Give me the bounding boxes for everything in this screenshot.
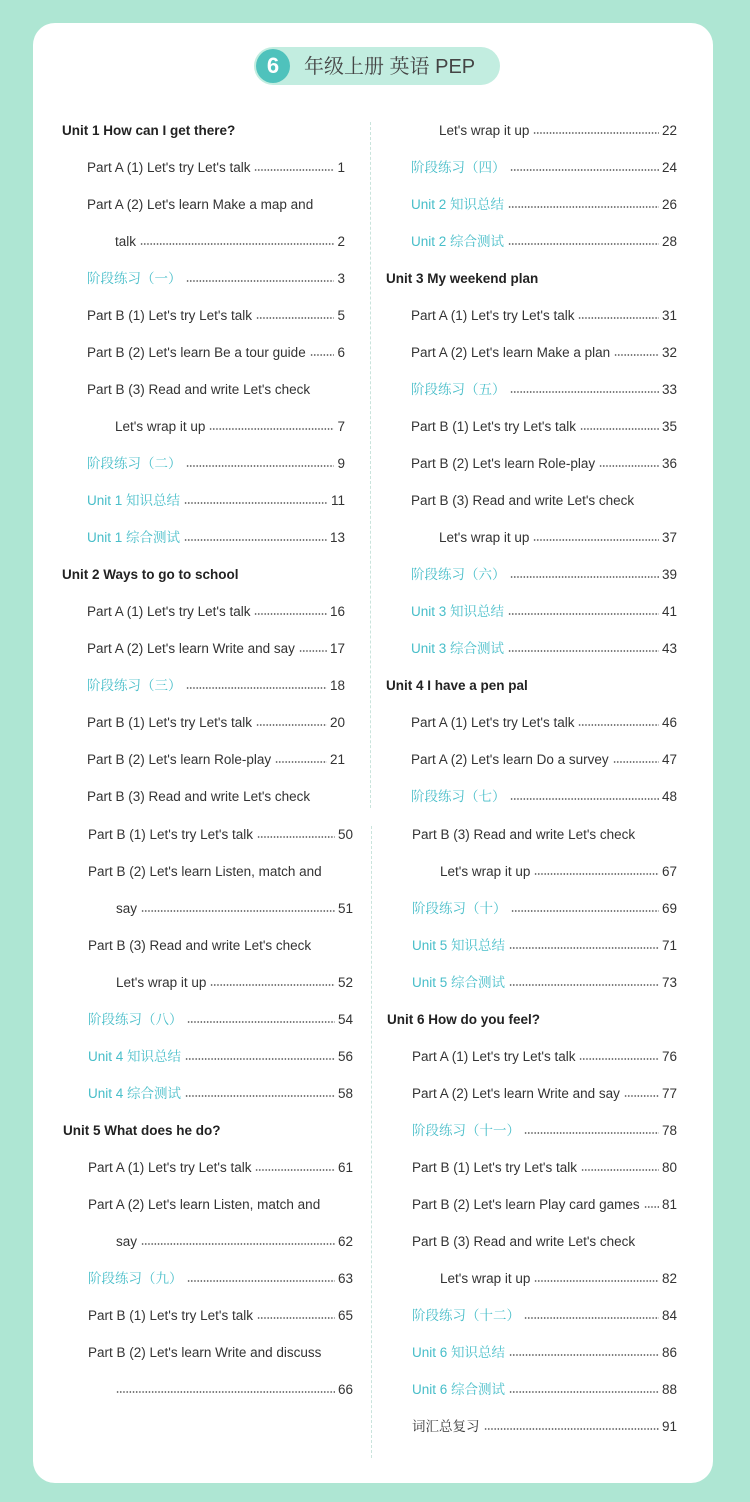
dot-leader [614,354,659,356]
column-divider-bottom [371,826,372,1458]
page-number: 16 [329,604,345,619]
dot-leader [141,1243,335,1245]
page-number: 91 [661,1419,677,1434]
unit-heading[interactable] [386,268,677,290]
dot-leader [186,280,334,282]
entry-label: Part A (2) Let's learn Listen, match and [88,1197,321,1212]
entry-label: Part B (3) Read and write Let's check [88,938,312,953]
entry-label: Part A (1) Let's try Let's talk [87,160,251,175]
dot-leader [186,465,334,467]
toc-entry[interactable] [88,1268,353,1290]
page-number: 31 [661,308,677,323]
entry-label: Part A (2) Let's learn Make a plan [411,345,611,360]
entry-label: Unit 4 I have a pen pal [386,678,528,693]
page-number: 88 [661,1382,677,1397]
dot-leader [185,1058,335,1060]
dot-leader [510,798,659,800]
toc-entry[interactable] [411,453,677,475]
page-number: 78 [661,1123,677,1138]
dot-leader [184,539,327,541]
page-number: 2 [337,234,345,249]
dot-leader [509,984,659,986]
toc-entry[interactable] [88,1342,353,1364]
page-number: 32 [661,345,677,360]
page-number: 58 [337,1086,353,1101]
toc-entry[interactable] [411,305,677,327]
toc-entry[interactable] [412,1120,677,1142]
page-number: 65 [337,1308,353,1323]
dot-leader [624,1095,659,1097]
entry-label: 阶段练习（一） [87,271,182,286]
page-number: 11 [330,493,345,508]
toc-entry[interactable] [88,1083,353,1105]
dot-leader [509,1354,659,1356]
dot-leader [210,984,335,986]
entry-label: Part B (1) Let's try Let's talk [87,715,252,730]
toc-entry[interactable] [115,416,345,438]
dot-leader [187,1021,335,1023]
dot-leader [524,1317,659,1319]
entry-label: Part B (1) Let's try Let's talk [412,1160,577,1175]
toc-entry[interactable] [88,935,353,957]
dot-leader [533,132,659,134]
entry-label: say [116,901,138,916]
dot-leader [508,243,659,245]
entry-label: Part B (2) Let's learn Be a tour guide [87,345,306,360]
page-number: 62 [337,1234,353,1249]
toc-entry[interactable] [87,157,345,179]
toc-entry[interactable] [88,1046,353,1068]
dot-leader [484,1428,659,1430]
dot-leader [116,1391,335,1393]
entry-label: Part B (1) Let's try Let's talk [88,1308,253,1323]
dot-leader [510,169,659,171]
entry-label: Part B (2) Let's learn Listen, match and [88,864,322,879]
dot-leader [533,539,659,541]
toc-entry[interactable] [115,231,345,253]
entry-label: Unit 3 知识总结 [411,604,505,619]
toc-entry[interactable] [87,601,345,623]
page-number: 48 [661,789,677,804]
toc-entry[interactable] [87,268,345,290]
dot-leader [579,1058,659,1060]
entry-label: Unit 2 Ways to go to school [62,567,239,582]
entry-label: 阶段练习（五） [411,382,506,397]
page-number: 69 [661,901,677,916]
toc-entry[interactable] [439,527,677,549]
entry-label: Part A (2) Let's learn Do a survey [411,752,609,767]
unit-heading[interactable] [387,1009,677,1031]
toc-entry[interactable] [87,342,345,364]
toc-entry[interactable] [88,1009,353,1031]
dot-leader [187,1280,335,1282]
entry-label: Unit 1 综合测试 [87,530,181,545]
page-number: 17 [329,641,345,656]
toc-entry[interactable] [411,157,677,179]
page-number: 47 [661,752,677,767]
dot-leader [524,1132,659,1134]
entry-label: Part A (2) Let's learn Make a map and [87,197,314,212]
toc-entry[interactable] [440,861,677,883]
toc-entry[interactable] [116,972,353,994]
entry-label: Let's wrap it up [440,864,531,879]
entry-label: Part A (2) Let's learn Write and say [412,1086,620,1101]
toc-entry[interactable] [87,527,345,549]
entry-label: Let's wrap it up [439,123,530,138]
page-number: 39 [661,567,677,582]
toc-entry[interactable] [412,1231,677,1253]
entry-label: 阶段练习（十二） [412,1308,520,1323]
page-number: 36 [661,456,677,471]
toc-entry[interactable] [411,194,677,216]
entry-label: 阶段练习（七） [411,789,506,804]
page-number: 18 [329,678,345,693]
page-number: 52 [337,975,353,990]
dot-leader [209,428,334,430]
entry-label: Let's wrap it up [440,1271,531,1286]
toc-entry[interactable] [88,1157,353,1179]
page-number: 67 [661,864,677,879]
entry-label: Part B (3) Read and write Let's check [412,1234,636,1249]
dot-leader [299,650,327,652]
page-number: 41 [661,604,677,619]
page-number: 9 [337,456,345,471]
entry-label: Unit 5 综合测试 [412,975,506,990]
dot-leader [255,1169,335,1171]
dot-leader [256,724,327,726]
entry-label: Part A (1) Let's try Let's talk [87,604,251,619]
entry-label: Let's wrap it up [116,975,207,990]
toc-entry[interactable] [440,1268,677,1290]
dot-leader [256,317,334,319]
toc-entry[interactable] [412,1194,677,1216]
entry-label: Unit 3 My weekend plan [386,271,539,286]
page-number: 43 [661,641,677,656]
unit-heading[interactable] [386,675,677,697]
toc-entry[interactable] [87,638,345,660]
dot-leader [511,910,659,912]
dot-leader [186,687,327,689]
page-number: 46 [661,715,677,730]
entry-label: Part B (2) Let's learn Role-play [411,456,596,471]
dot-leader [613,761,659,763]
entry-label: talk [115,234,137,249]
entry-label: 阶段练习（九） [88,1271,183,1286]
entry-label: Part B (1) Let's try Let's talk [87,308,252,323]
toc-entry[interactable] [412,1157,677,1179]
dot-leader [510,391,659,393]
page-number: 50 [337,827,353,842]
toc-entry[interactable] [116,1231,353,1253]
entry-label: Unit 6 知识总结 [412,1345,506,1360]
toc-entry[interactable] [411,416,677,438]
dot-leader [509,947,659,949]
column-divider-top [370,122,371,808]
toc-entry[interactable] [412,1305,677,1327]
page-number: 1 [337,160,345,175]
page-number: 82 [661,1271,677,1286]
dot-leader [599,465,659,467]
dot-leader [534,1280,659,1282]
entry-label: Part B (2) Let's learn Play card games [412,1197,640,1212]
page-number: 3 [337,271,345,286]
dot-leader [644,1206,659,1208]
unit-heading[interactable] [63,1120,353,1142]
dot-leader [578,317,659,319]
toc-entry[interactable] [411,712,677,734]
page-number: 80 [661,1160,677,1175]
entry-label: Part B (3) Read and write Let's check [411,493,635,508]
entry-label: Let's wrap it up [439,530,530,545]
page-number: 66 [337,1382,353,1397]
toc-entry[interactable] [411,379,677,401]
dot-leader [254,613,327,615]
toc-entry[interactable] [411,490,677,512]
page-number: 56 [337,1049,353,1064]
entry-label: 阶段练习（二） [87,456,182,471]
dot-leader [510,576,659,578]
page-title: 年级上册 英语 PEP [304,56,476,78]
entry-label: Unit 3 综合测试 [411,641,505,656]
entry-label: Unit 4 综合测试 [88,1086,182,1101]
toc-entry[interactable] [412,1046,677,1068]
page-number: 76 [661,1049,677,1064]
entry-label: Unit 1 知识总结 [87,493,181,508]
entry-label: 词汇总复习 [412,1419,480,1434]
entry-label: Unit 1 How can I get there? [62,123,236,138]
entry-label: Part B (3) Read and write Let's check [87,382,311,397]
entry-label: Unit 5 知识总结 [412,938,506,953]
page-number: 63 [337,1271,353,1286]
entry-label: 阶段练习（十一） [412,1123,520,1138]
page-number: 13 [329,530,345,545]
toc-entry[interactable] [87,786,345,808]
entry-label: Part A (1) Let's try Let's talk [411,308,575,323]
page-number: 71 [661,938,677,953]
page-number: 86 [661,1345,677,1360]
toc-entry[interactable] [412,898,677,920]
toc-entry[interactable] [88,861,353,883]
entry-label: Unit 2 知识总结 [411,197,505,212]
toc-entry[interactable] [87,675,345,697]
page-number: 26 [661,197,677,212]
entry-label: 阶段练习（四） [411,160,506,175]
dot-leader [578,724,659,726]
toc-entry[interactable] [116,898,353,920]
page-number: 81 [661,1197,677,1212]
toc-entry[interactable] [412,1379,677,1401]
toc-entry[interactable] [87,490,345,512]
page-number: 28 [661,234,677,249]
toc-entry[interactable] [412,1083,677,1105]
entry-label: 阶段练习（十） [412,901,507,916]
toc-entry[interactable] [412,1416,677,1438]
entry-label: Unit 5 What does he do? [63,1123,221,1138]
entry-label: 阶段练习（六） [411,567,506,582]
toc-entry[interactable] [411,342,677,364]
toc-entry[interactable] [87,194,345,216]
page-number: 84 [661,1308,677,1323]
page-number: 35 [661,419,677,434]
grade-badge: 6 [256,49,290,83]
dot-leader [257,1317,335,1319]
toc-entry[interactable] [411,638,677,660]
entry-label: 阶段练习（八） [88,1012,183,1027]
page-number: 20 [329,715,345,730]
toc-entry[interactable] [411,231,677,253]
page-number: 54 [337,1012,353,1027]
page-number: 24 [661,160,677,175]
entry-label: Unit 6 How do you feel? [387,1012,541,1027]
dot-leader [508,613,659,615]
toc-entry[interactable] [87,749,345,771]
page-number: 77 [661,1086,677,1101]
dot-leader [508,650,659,652]
dot-leader [275,761,327,763]
toc-entry[interactable] [88,1194,353,1216]
entry-label: Part B (2) Let's learn Role-play [87,752,272,767]
toc-entry[interactable] [412,972,677,994]
entry-label: Part A (2) Let's learn Write and say [87,641,295,656]
unit-heading[interactable] [62,564,345,586]
toc-entry[interactable] [87,712,345,734]
toc-entry[interactable] [411,749,677,771]
dot-leader [508,206,659,208]
dot-leader [185,1095,335,1097]
dot-leader [140,243,334,245]
entry-label: Part A (1) Let's try Let's talk [411,715,575,730]
page-number: 6 [337,345,345,360]
unit-heading[interactable] [62,120,345,142]
page-number: 37 [661,530,677,545]
entry-label: Part B (1) Let's try Let's talk [411,419,576,434]
dot-leader [254,169,334,171]
dot-leader [310,354,334,356]
toc-entry[interactable] [87,305,345,327]
toc-entry[interactable] [116,1379,353,1401]
dot-leader [257,836,335,838]
toc-entry[interactable] [411,601,677,623]
page-number: 22 [661,123,677,138]
dot-leader [581,1169,659,1171]
page-number: 61 [337,1160,353,1175]
entry-label: Part A (1) Let's try Let's talk [88,1160,252,1175]
dot-leader [534,873,659,875]
toc-entry[interactable] [411,786,677,808]
entry-label: Part B (2) Let's learn Write and discuss [88,1345,322,1360]
toc-entry[interactable] [412,824,677,846]
page-number: 21 [329,752,345,767]
page-number: 7 [337,419,345,434]
toc-entry[interactable] [411,564,677,586]
entry-label: 阶段练习（三） [87,678,182,693]
toc-entry[interactable] [412,935,677,957]
toc-entry[interactable] [439,120,677,142]
entry-label: Part B (3) Read and write Let's check [412,827,636,842]
dot-leader [580,428,659,430]
entry-label: Part B (3) Read and write Let's check [87,789,311,804]
page-number: 5 [337,308,345,323]
toc-entry[interactable] [88,1305,353,1327]
entry-label: Part B (1) Let's try Let's talk [88,827,253,842]
dot-leader [141,910,335,912]
entry-label: Part A (1) Let's try Let's talk [412,1049,576,1064]
entry-label: Unit 4 知识总结 [88,1049,182,1064]
entry-label: Unit 6 综合测试 [412,1382,506,1397]
toc-entry[interactable] [87,379,345,401]
entry-label: say [116,1234,138,1249]
dot-leader [509,1391,659,1393]
dot-leader [184,502,328,504]
toc-entry[interactable] [412,1342,677,1364]
toc-entry[interactable] [88,824,353,846]
page-number: 51 [337,901,353,916]
entry-label: Unit 2 综合测试 [411,234,505,249]
toc-entry[interactable] [87,453,345,475]
entry-label: Let's wrap it up [115,419,206,434]
page-number: 73 [661,975,677,990]
page-number: 33 [661,382,677,397]
